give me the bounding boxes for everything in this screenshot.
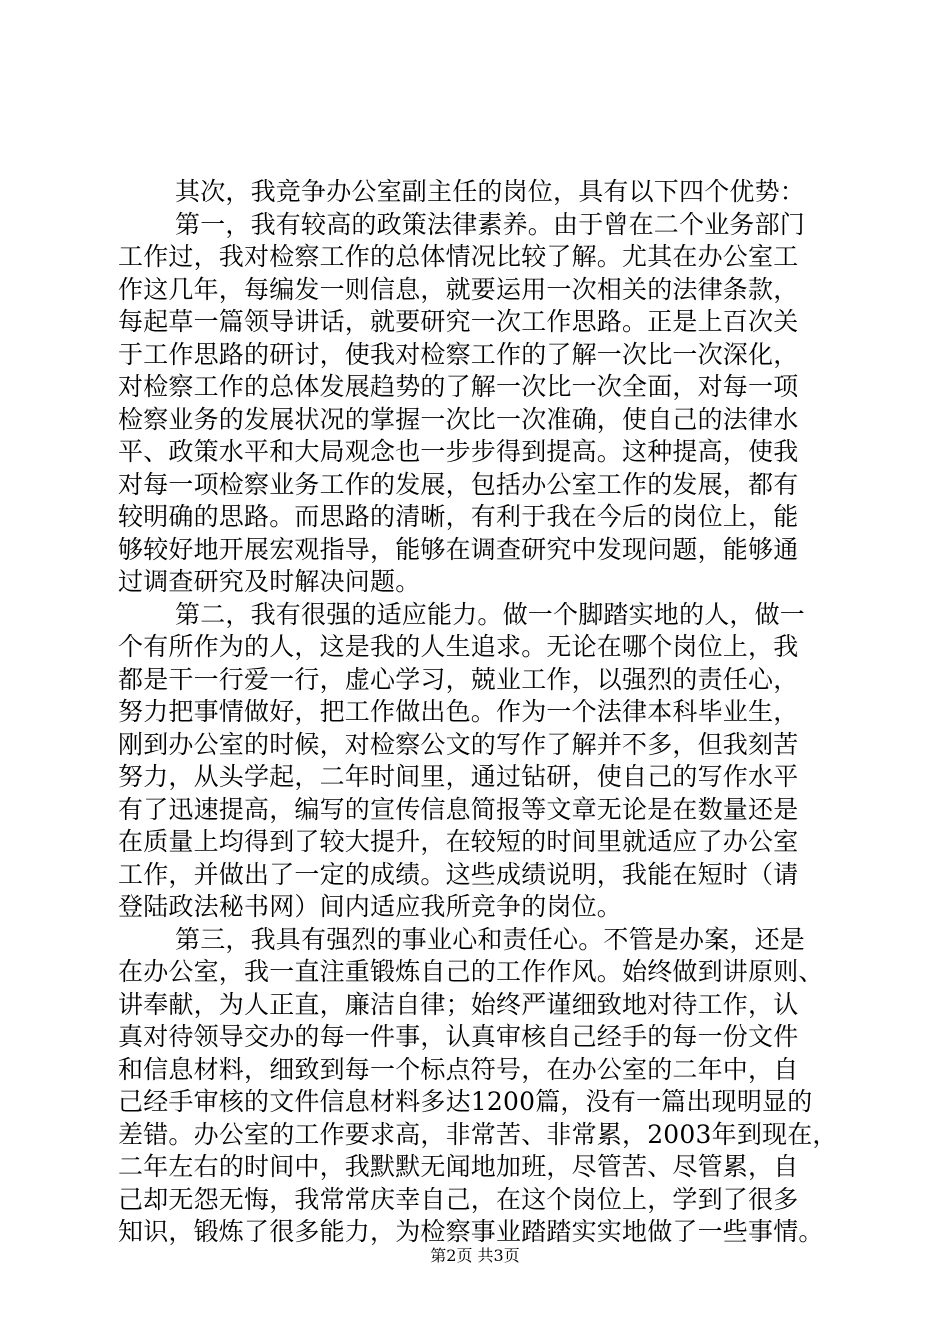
text-line: 己经手审核的文件信息材料多达1200篇，没有一篇出现明显的 — [118, 1087, 813, 1116]
text-line: 第三，我具有强烈的事业心和责任心。不管是办案，还是 — [175, 924, 806, 954]
text-line: 于工作思路的研讨，使我对检察工作的了解一次比一次深化， — [118, 339, 799, 369]
page-number-footer: 第2页 共3页 — [430, 1246, 520, 1265]
text-line: 差错。办公室的工作要求高，非常苦、非常累，2003年到现在， — [118, 1119, 838, 1149]
text-line: 真对待领导交办的每一件事，认真审核自己经手的每一份文件 — [118, 1022, 799, 1051]
text-line: 努力，从头学起，二年时间里，通过钻研，使自己的写作水平 — [118, 762, 799, 791]
text-line: 第一，我有较高的政策法律素养。由于曾在二个业务部门 — [175, 209, 806, 239]
text-line: 己却无怨无悔，我常常庆幸自己，在这个岗位上，学到了很多 — [118, 1184, 799, 1214]
text-line: 平、政策水平和大局观念也一步步得到提高。这种提高，使我 — [118, 437, 799, 466]
text-line: 个有所作为的人，这是我的人生追求。无论在哪个岗位上，我 — [118, 632, 799, 661]
text-line: 在办公室，我一直注重锻炼自己的工作作风。始终做到讲原则、 — [118, 957, 824, 986]
text-line: 二年左右的时间中，我默默无闻地加班，尽管苦、尽管累，自 — [118, 1152, 799, 1181]
text-line: 第二，我有很强的适应能力。做一个脚踏实地的人，做一 — [175, 599, 806, 629]
text-line: 作这几年，每编发一则信息，就要运用一次相关的法律条款， — [118, 274, 799, 304]
text-line: 都是干一行爱一行，虚心学习，兢业工作，以强烈的责任心， — [118, 664, 799, 694]
text-line: 过调查研究及时解决问题。 — [118, 567, 421, 596]
text-line: 在质量上均得到了较大提升，在较短的时间里就适应了办公室 — [118, 827, 799, 856]
text-line: 检察业务的发展状况的掌握一次比一次准确，使自己的法律水 — [118, 404, 799, 434]
text-line: 和信息材料，细致到每一个标点符号，在办公室的二年中，自 — [118, 1054, 799, 1084]
text-line: 工作，并做出了一定的成绩。这些成绩说明，我能在短时（请 — [118, 859, 799, 889]
text-line: 登陆政法秘书网）间内适应我所竞争的岗位。 — [118, 892, 623, 921]
text-line: 其次，我竞争办公室副主任的岗位，具有以下四个优势： — [175, 177, 806, 206]
text-line: 每起草一篇领导讲话，就要研究一次工作思路。正是上百次关 — [118, 307, 799, 336]
document-body — [118, 176, 838, 1249]
text-line: 对每一项检察业务工作的发展，包括办公室工作的发展，都有 — [118, 469, 799, 499]
text-line: 够较好地开展宏观指导，能够在调查研究中发现问题，能够通 — [118, 534, 799, 564]
text-line: 刚到办公室的时候，对检察公文的写作了解并不多，但我刻苦 — [118, 729, 799, 759]
text-line: 知识，锻炼了很多能力，为检察事业踏踏实实地做了一些事情。 — [118, 1217, 824, 1246]
text-line: 有了迅速提高，编写的宣传信息简报等文章无论是在数量还是 — [118, 794, 799, 824]
text-line: 努力把事情做好，把工作做出色。作为一个法律本科毕业生， — [118, 697, 799, 726]
text-line: 较明确的思路。而思路的清晰，有利于我在今后的岗位上，能 — [118, 502, 799, 531]
text-line: 讲奉献，为人正直，廉洁自律；始终严谨细致地对待工作，认 — [118, 989, 799, 1019]
text-line: 对检察工作的总体发展趋势的了解一次比一次全面，对每一项 — [118, 372, 799, 401]
text-line: 工作过，我对检察工作的总体情况比较了解。尤其在办公室工 — [118, 242, 799, 271]
